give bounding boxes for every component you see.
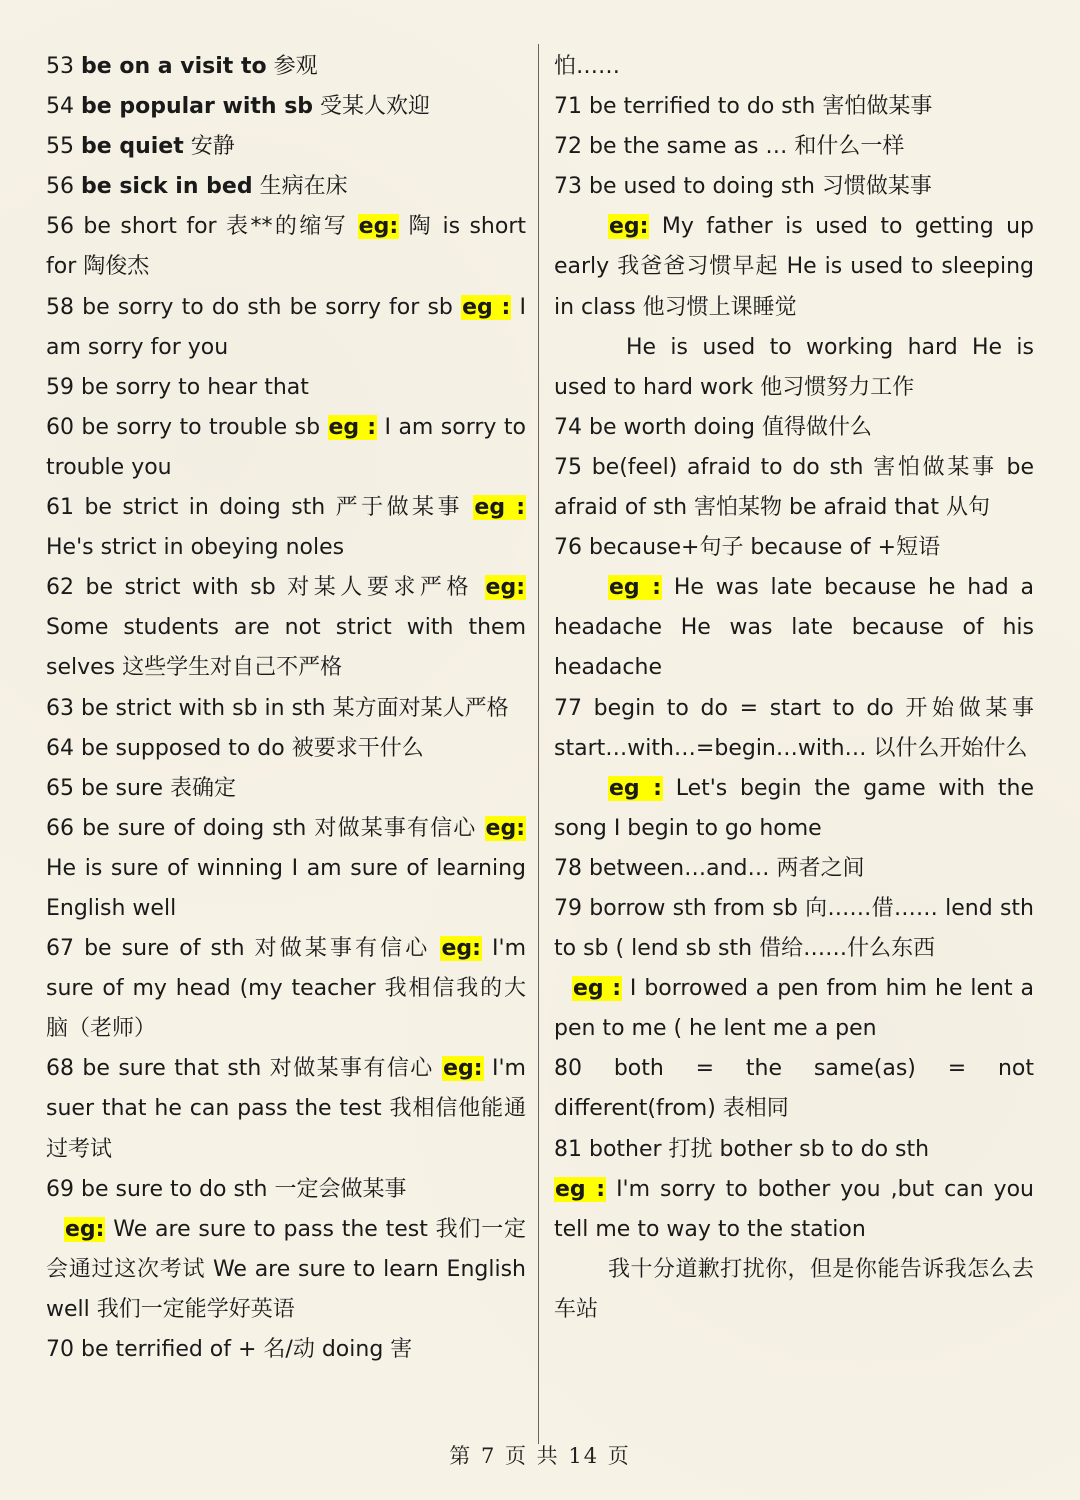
entry-text: 71 be terrified to do sth 害怕做某事	[554, 94, 933, 120]
entry-text: 78 between…and… 两者之间	[554, 855, 865, 881]
entry-text: 61 be strict in doing sth 严于做某事	[46, 495, 474, 521]
right-entry	[554, 568, 1034, 688]
left-entry	[46, 1170, 526, 1210]
right-entry	[554, 408, 1034, 448]
entry-text: Let's begin the game with the song I begin to go home	[554, 775, 1034, 841]
entry-text: 68 be sure that sth 对做某事有信心	[46, 1056, 443, 1082]
entry-text: 59 be sorry to hear that	[46, 374, 309, 400]
entry-text: 55	[46, 134, 81, 160]
entry-text: 我十分道歉打扰你，但是你能告诉我怎么去车站	[554, 1256, 1034, 1322]
entry-text: I am sorry to trouble you	[46, 414, 526, 480]
phrase-bold: be popular with sb	[81, 94, 314, 120]
right-entry	[554, 849, 1034, 889]
entry-text: 66 be sure of doing sth 对做某事有信心	[46, 815, 485, 841]
entry-text: 60 be sorry to trouble sb	[46, 414, 328, 440]
left-entry	[46, 1330, 526, 1370]
entry-text: He is sure of winning I am sure of learning English well	[46, 855, 526, 921]
entry-text: 70 be terrified of + 名/动 doing 害	[46, 1337, 413, 1362]
eg-highlight: eg :	[555, 1176, 606, 1202]
entry-text: He was late because he had a headache He was late because of his headache	[554, 575, 1034, 681]
left-entry	[46, 408, 526, 488]
left-entry	[46, 167, 526, 207]
entry-text: I'm suer that he can pass the test 我相信他能通过考试	[46, 1056, 526, 1162]
entry-text: 56	[46, 174, 81, 200]
phrase-bold: be quiet	[81, 134, 184, 160]
left-entry	[46, 288, 526, 368]
eg-highlight: eg :	[609, 575, 661, 601]
entry-text: 76 because+句子 because of +短语	[554, 535, 941, 561]
left-entry	[46, 929, 526, 1049]
entry-text: 69 be sure to do sth 一定会做某事	[46, 1176, 407, 1202]
left-entry	[46, 207, 526, 287]
entry-text: 62 be strict with sb 对某人要求严格	[46, 575, 485, 601]
entry-text: He's strict in obeying noles	[46, 535, 345, 561]
left-entry	[46, 127, 526, 167]
left-entry	[46, 488, 526, 568]
phrase-bold: be sick in bed	[81, 174, 253, 200]
entry-text: Some students are not strict with them selves 这些学生对自己不严格	[46, 615, 526, 681]
right-entry	[554, 1049, 1034, 1129]
left-entry	[46, 809, 526, 929]
left-entry	[46, 1210, 526, 1330]
left-entry	[46, 729, 526, 769]
left-entry	[46, 769, 526, 809]
left-entry	[46, 689, 526, 729]
entry-text: 安静	[183, 134, 235, 160]
right-entry	[554, 889, 1034, 969]
entry-text: 81 bother 打扰 bother sb to do sth	[554, 1136, 930, 1162]
right-entry	[554, 87, 1034, 127]
left-entry	[46, 47, 526, 87]
entry-text: I'm sure of my head (my teacher 我相信我的大脑（老师）	[46, 936, 526, 1042]
entry-text: 54	[46, 94, 81, 120]
eg-highlight: eg:	[358, 214, 399, 240]
entry-text: 53	[46, 54, 81, 79]
entry-text: 58 be sorry to do sth be sorry for sb	[46, 294, 462, 320]
right-entry	[554, 769, 1034, 849]
right-entry	[554, 448, 1034, 528]
right-entry	[554, 328, 1034, 408]
right-entry	[554, 47, 1034, 87]
entry-text: He is used to working hard He is used to hard work 他习惯努力工作	[554, 334, 1034, 400]
right-column	[554, 47, 1034, 1330]
entry-text: I borrowed a pen from him he lent a pen to me ( he lent me a pen	[554, 976, 1034, 1042]
entry-text: I'm sorry to bother you ,but can you tell me to way to the station	[554, 1176, 1034, 1242]
left-entry	[46, 568, 526, 688]
entry-text: 64 be supposed to do 被要求干什么	[46, 735, 424, 761]
right-entry	[554, 689, 1034, 769]
entry-text: 参观	[266, 54, 318, 79]
eg-highlight: eg:	[443, 1056, 483, 1082]
eg-highlight: eg :	[328, 414, 377, 440]
left-column	[46, 47, 526, 1370]
entry-text: 74 be worth doing 值得做什么	[554, 414, 872, 440]
entry-text: We are sure to pass the test 我们一定会通过这次考试 We are sure to learn English well 我们一定能学好英语	[46, 1216, 526, 1322]
right-entry	[554, 528, 1034, 568]
entry-text: 63 be strict with sb in sth 某方面对某人严格	[46, 695, 509, 721]
column-divider	[538, 44, 539, 1444]
entry-text: My father is used to getting up early 我爸爸习惯早起 He is used to sleeping in class 他习惯上课睡觉	[554, 214, 1034, 320]
entry-text: 陶 is short for 陶俊杰	[46, 214, 526, 280]
right-entry	[554, 207, 1034, 327]
right-entry	[554, 1170, 1034, 1250]
right-entry	[554, 1250, 1034, 1330]
phrase-bold: be on a visit to	[81, 54, 267, 79]
left-entry	[46, 1049, 526, 1169]
entry-text: 77 begin to do = start to do 开始做某事 start…with…=begin…with… 以什么开始什么	[554, 695, 1034, 761]
eg-highlight: eg :	[609, 775, 662, 801]
entry-text: 生病在床	[252, 174, 348, 200]
left-entry	[46, 368, 526, 408]
right-entry	[554, 1130, 1034, 1170]
entry-text: 72 be the same as … 和什么一样	[554, 134, 905, 160]
entry-text: 受某人欢迎	[313, 94, 431, 120]
entry-text: 怕……	[554, 54, 621, 79]
right-entry	[554, 167, 1034, 207]
entry-text: 73 be used to doing sth 习惯做某事	[554, 174, 932, 200]
eg-highlight: eg:	[485, 815, 525, 841]
entry-text: 75 be(feel) afraid to do sth 害怕做某事 be afraid of sth 害怕某物 be afraid that 从句	[554, 454, 1034, 521]
entry-text: I am sorry for you	[46, 294, 527, 360]
entry-text: 79 borrow sth from sb 向……借…… lend sth to sb ( lend sb sth 借给……什么东西	[554, 895, 1034, 962]
entry-text: 65 be sure 表确定	[46, 775, 236, 801]
entry-text: 67 be sure of sth 对做某事有信心	[46, 936, 441, 962]
eg-highlight: eg:	[609, 214, 649, 240]
right-entry	[554, 127, 1034, 167]
eg-highlight: eg :	[573, 976, 622, 1002]
entry-text: 80 both = the same(as) = not different(from) 表相同	[554, 1056, 1034, 1122]
eg-highlight: eg:	[65, 1216, 105, 1242]
page-footer: 第 7 页 共 14 页	[449, 1444, 631, 1468]
eg-highlight: eg:	[485, 575, 525, 601]
eg-highlight: eg :	[462, 294, 511, 320]
entry-text: 56 be short for 表**的缩写	[46, 214, 358, 240]
left-entry	[46, 87, 526, 127]
eg-highlight: eg:	[441, 936, 481, 962]
eg-highlight: eg :	[474, 495, 525, 521]
right-entry	[554, 969, 1034, 1049]
